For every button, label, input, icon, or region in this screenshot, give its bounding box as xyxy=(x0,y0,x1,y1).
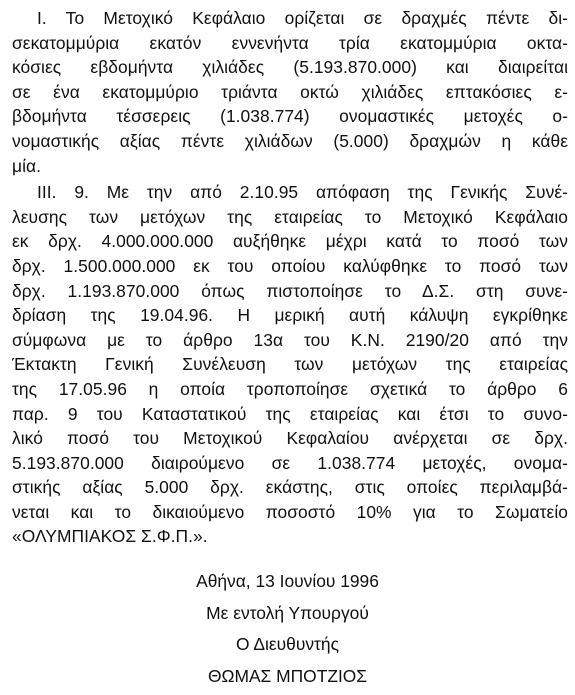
text-line: ΙΙΙ. 9. Με την από 2.10.95 απόφαση της Γενικής Συνέ- xyxy=(37,182,568,203)
signatory-role: Ο Διευθυντής xyxy=(236,634,339,654)
text-line: βδομήντα τέσσερεις (1.038.774) ονομαστικές μετοχές ο- xyxy=(12,106,568,127)
text-line: δρχ. 1.193.870.000 όπως πιστοποίησε το Δ.Σ. στη συνε- xyxy=(12,280,568,301)
text-line: Έκτακτη Γενική Συνέλευση των μετόχων της εταιρείας xyxy=(12,354,568,375)
text-line: 5.193.870.000 διαιρούμενο σε 1.038.774 μετοχές, ονομα- xyxy=(12,452,568,473)
text-line: παρ. 9 του Καταστατικού της εταιρείας και έτσι το συνο- xyxy=(12,403,568,424)
text-line: σύμφωνα με το άρθρο 13α του Κ.Ν. 2190/20 από την xyxy=(12,329,568,350)
place-date: Αθήνα, 13 Ιουνίου 1996 xyxy=(196,571,379,591)
text-line: «ΟΛΥΜΠΙΑΚΟΣ Σ.Φ.Π.». xyxy=(12,526,208,547)
text-line: δρχ. 1.500.000.000 εκ του οποίου καλύφθηκε το ποσό των xyxy=(12,255,568,276)
paragraph-share-capital xyxy=(12,6,568,178)
text-line: νεται και το δικαιούμενο ποσοστό 10% για το Σωματείο xyxy=(12,501,568,522)
order-line: Με εντολή Υπουργού xyxy=(206,602,369,623)
signatory-name: ΘΩΜΑΣ ΜΠΟΤΖΙΟΣ xyxy=(207,665,368,686)
text-line: σε ένα εκατομμύριο τριάντα οκτώ χιλιάδες επτακόσιες ε- xyxy=(12,81,568,102)
paragraph-capital-increase xyxy=(12,180,568,549)
text-line: νομαστικής αξίας πέντε χιλιάδων (5.000) δραχμών η κάθε xyxy=(12,130,568,151)
text-line: Ι. Το Μετοχικό Κεφάλαιο ορίζεται σε δραχμές πέντε δι- xyxy=(37,8,568,28)
text-line: στικής αξίας 5.000 δρχ. εκάστης, στις οποίες περιλαμβά- xyxy=(12,477,568,498)
document-body xyxy=(12,6,568,549)
text-line: σεκατομμύρια εκατόν εννενήντα τρία εκατομμύρια οκτα- xyxy=(12,32,568,53)
text-line: εκ δρχ. 4.000.000.000 αυξήθηκε μέχρι κατά το ποσό των xyxy=(12,231,568,252)
text-line: λευσης των μετόχων της εταιρείας το Μετοχικό Κεφάλαιο xyxy=(12,206,568,227)
text-line: δρίαση της 19.04.96. Η μερική αυτή κάλυψη εγκρίθηκε xyxy=(12,305,568,326)
text-line: κόσιες εβδομήντα χιλιάδες (5.193.870.000) και διαιρείται xyxy=(12,57,568,78)
text-line: λικό ποσό του Μετοχικού Κεφαλαίου ανέρχεται σε δρχ. xyxy=(12,428,568,449)
text-line: της 17.05.96 η οποία τροποποίησε σχετικά το άρθρο 6 xyxy=(12,378,568,399)
signature-block xyxy=(0,566,575,692)
text-line: μία. xyxy=(12,155,41,176)
